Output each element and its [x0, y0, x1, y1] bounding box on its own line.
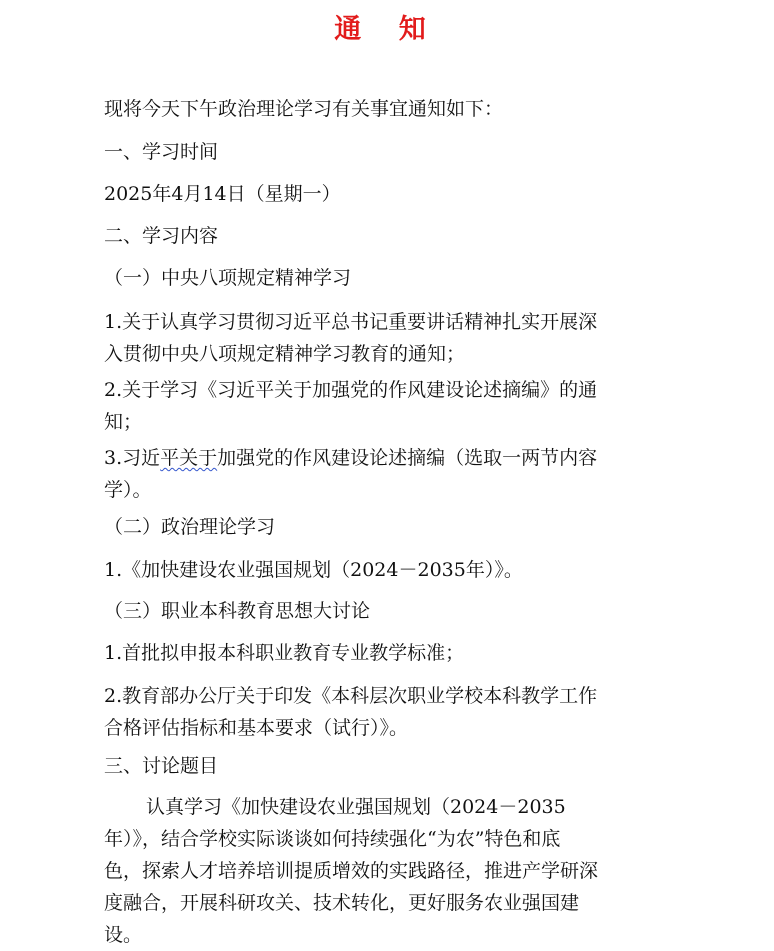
content-item-1-3-pre: 3.习近: [104, 447, 161, 469]
discussion-paragraph: [104, 791, 694, 951]
content-item-3-2: [104, 680, 694, 744]
content-item-1-2-line1: 2.关于学习《习近平关于加强党的作风建设论述摘编》的通: [104, 379, 598, 401]
section-heading-discussion: 三、讨论题目: [104, 755, 219, 777]
document-title: 通 知: [334, 14, 440, 45]
content-item-1-2: [104, 374, 694, 438]
content-item-3-1: 1.首批拟申报本科职业教育专业教学标准；: [104, 642, 465, 664]
content-item-1-3: [104, 442, 694, 506]
subsection-heading-2: （二）政治理论学习: [104, 516, 276, 538]
discussion-line-3: 色，探索人才培养培训提质增效的实践路径，推进产学研深: [104, 860, 599, 882]
spellcheck-squiggle-text[interactable]: 平关于: [160, 447, 218, 469]
content-item-1-3-post: 加强党的作风建设论述摘编（选取一两节内容: [217, 447, 598, 469]
content-item-3-2-line2: 合格评估指标和基本要求（试行）》。: [104, 717, 409, 739]
content-item-2-1: 1.《加快建设农业强国规划（2024－2035年）》。: [104, 559, 523, 581]
content-item-1-1-line2: 入贯彻中央八项规定精神学习教育的通知；: [104, 343, 466, 365]
intro-text: 现将今天下午政治理论学习有关事宜通知如下：: [104, 98, 504, 120]
section-heading-time: 一、学习时间: [104, 141, 219, 163]
section-heading-content: 二、学习内容: [104, 225, 219, 247]
discussion-line-4: 度融合，开展科研攻关、技术转化，更好服务农业强国建: [104, 892, 580, 914]
subsection-heading-3: （三）职业本科教育思想大讨论: [104, 600, 371, 622]
content-item-1-1: [104, 306, 694, 370]
content-item-3-2-line1: 2.教育部办公厅关于印发《本科层次职业学校本科教学工作: [104, 685, 598, 707]
study-date: 2025年4月14日（星期一）: [104, 183, 341, 205]
content-item-1-2-line2: 知；: [104, 411, 143, 433]
discussion-line-2: 年）》，结合学校实际谈谈如何持续强化“为农”特色和底: [104, 828, 561, 850]
discussion-line-5: 设。: [104, 924, 143, 946]
content-item-1-3-line1: [104, 442, 694, 474]
content-item-1-3-line2: 学）。: [104, 479, 152, 501]
content-item-1-1-line1: 1.关于认真学习贯彻习近平总书记重要讲话精神扎实开展深: [104, 311, 598, 333]
subsection-heading-1: （一）中央八项规定精神学习: [104, 267, 352, 289]
discussion-line-1: 认真学习《加快建设农业强国规划（2024－2035: [146, 796, 566, 818]
